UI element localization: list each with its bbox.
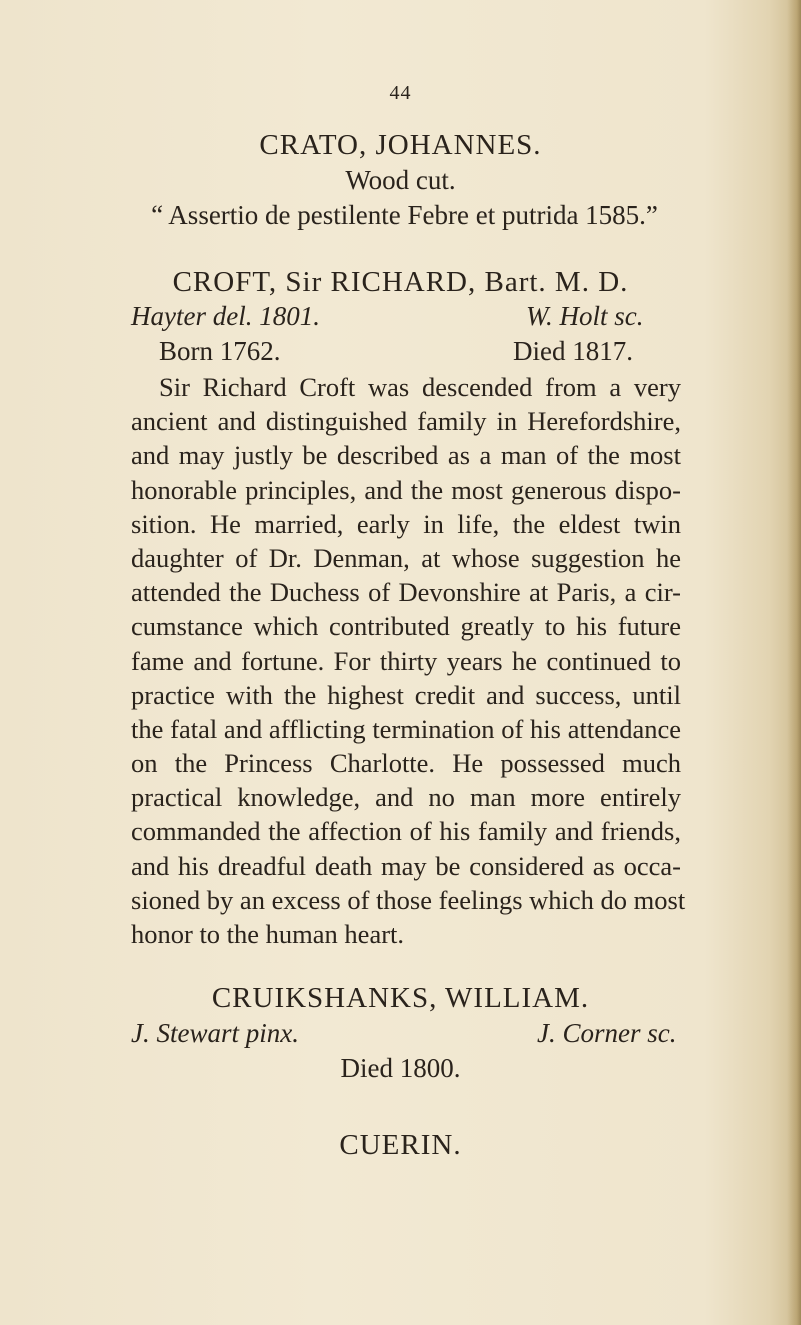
entry-artist-cruikshanks: J. Stewart pinx. (131, 1018, 299, 1048)
biography-line: practical knowledge, and no man more entirely (131, 782, 681, 813)
entry-died-cruikshanks: Died 1800. (340, 1053, 461, 1083)
biography-line: the fatal and afflicting termination of his attendance (131, 713, 681, 744)
entry-medium-crato: Wood cut. (345, 165, 456, 195)
entry-died-croft: Died 1817. (513, 336, 633, 366)
biography-line: attended the Duchess of Devonshire at Paris, a cir- (131, 577, 681, 608)
page-number: 44 (389, 82, 412, 104)
biography-line: commanded the affection of his family and friends, (131, 816, 681, 847)
biography-line: daughter of Dr. Denman, at whose suggestion he (131, 542, 681, 573)
biography-line: and may justly be described as a man of the most (131, 440, 681, 471)
entry-engraver-cruikshanks: J. Corner sc. (537, 1018, 677, 1048)
entry-artist-croft: Hayter del. 1801. (131, 301, 320, 331)
entry-title-quote-crato: “ Assertio de pestilente Febre et putrida 1585.” (151, 200, 658, 230)
entry-born-croft: Born 1762. (159, 336, 281, 366)
entry-heading-cruikshanks: CRUIKSHANKS, WILLIAM. (211, 982, 590, 1014)
biography-line: practice with the highest credit and success, until (131, 679, 681, 710)
biography-line: Sir Richard Croft was descended from a very (159, 372, 681, 402)
biography-line: cumstance which contributed greatly to his future (131, 611, 681, 642)
biography-line: honorable principles, and the most generous dispo- (131, 474, 681, 505)
biography-line: fame and fortune. For thirty years he continued to (131, 645, 681, 676)
biography-line: sioned by an excess of those feelings which do most (131, 884, 686, 915)
entry-heading-croft: CROFT, Sir RICHARD, Bart. M. D. (172, 266, 629, 298)
biography-line: and his dreadful death may be considered as occa- (131, 850, 681, 881)
biography-croft (131, 370, 686, 951)
biography-line: sition. He married, early in life, the eldest twin (131, 508, 681, 539)
entry-heading-cuerin: CUERIN. (339, 1129, 462, 1161)
page-edge-shadow (787, 0, 801, 1325)
entry-heading-crato: CRATO, JOHANNES. (259, 129, 542, 161)
entry-engraver-croft: W. Holt sc. (526, 301, 644, 331)
biography-line: on the Princess Charlotte. He possessed much (131, 748, 681, 779)
biography-line: honor to the human heart. (131, 919, 405, 949)
biography-line: ancient and distinguished family in Herefordshire, (131, 406, 681, 437)
